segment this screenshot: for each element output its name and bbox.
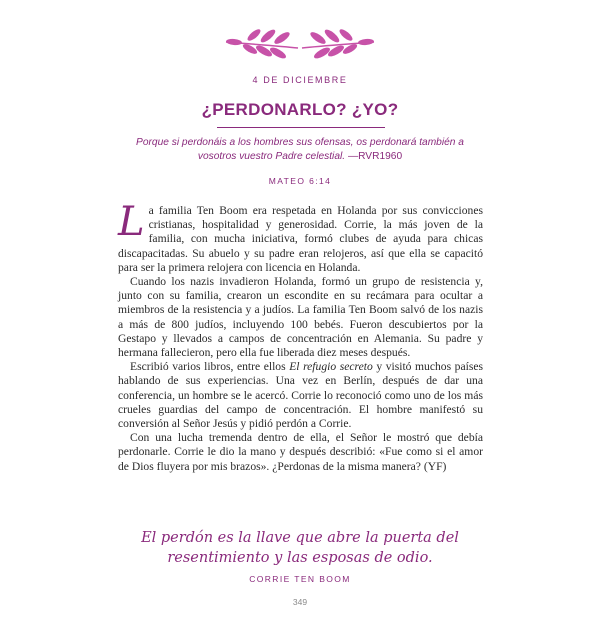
- paragraph-1-text: a familia Ten Boom era respetada en Holanda por sus convicciones cristianas, hospitalidad y generosidad. Corrie, la más joven de la familia, con mucha iniciativa, formó clubes de ayuda para chicas discapacitadas. Su abuelo y su padre eran relojeros, así que ella se capacitó para ser la primera relojera con licencia en Holanda.: [118, 204, 483, 274]
- paragraph-3-text-a: Escribió varios libros, entre ellos: [130, 360, 290, 374]
- closing-quote: El perdón es la llave que abre la puerta del resentimiento y las esposas de odio.: [141, 530, 459, 566]
- page-date: 4 DE DICIEMBRE: [252, 75, 348, 85]
- drop-cap: L: [118, 199, 145, 245]
- epigraph-version: —RVR1960: [347, 151, 403, 162]
- epigraph-text: Porque si perdonáis a los hombres sus ofensas, os perdonará también a vosotros vuestro Padre celestial.: [136, 137, 464, 162]
- paragraph-1: [118, 199, 483, 275]
- closing-author: CORRIE TEN BOOM: [249, 574, 351, 584]
- page-number: 349: [292, 597, 308, 607]
- paragraph-4: Con una lucha tremenda dentro de ella, el Señor le mostró que debía perdonarle. Corrie le dio la mano y después describió: «Fue como si el amor de Dios fluyera por mis brazos». ¿Perdonas de la misma manera? (YF): [118, 431, 483, 473]
- title-divider: [217, 127, 385, 128]
- page-title: ¿PERDONARLO? ¿YO?: [201, 100, 399, 119]
- paragraph-3: [118, 360, 483, 431]
- epigraph-quote: [130, 136, 470, 164]
- body-text: [118, 199, 484, 474]
- book-title: El refugio secreto: [289, 360, 373, 374]
- paragraph-3-text-b: y visitó muchos países hablando de sus experiencias. Una vez en Berlín, después de dar una conferencia, un hombre se le acercó. Corrie lo reconoció como uno de los más crueles guardias del campo de concentración. El hombre manifestó su conversión al Señor Jesús y pidió perdón a Corrie.: [118, 360, 484, 431]
- paragraph-2: Cuando los nazis invadieron Holanda, formó un grupo de resistencia y, junto con su familia, crearon un escondite en su recámara para ocultar a miembros de la resistencia y a judíos. La familia Ten Boom salvó de los nazis a más de 800 judíos, incluyendo 100 bebés. Fueron descubiertos por la Gestapo y llevados a campos de concentración en Alemania. Su padre y hermana fallecieron, pero ella fue liberada diez meses después.: [118, 275, 483, 360]
- verse-reference: MATEO 6:14: [268, 176, 332, 186]
- leaf-branches-ornament-icon: [220, 26, 380, 64]
